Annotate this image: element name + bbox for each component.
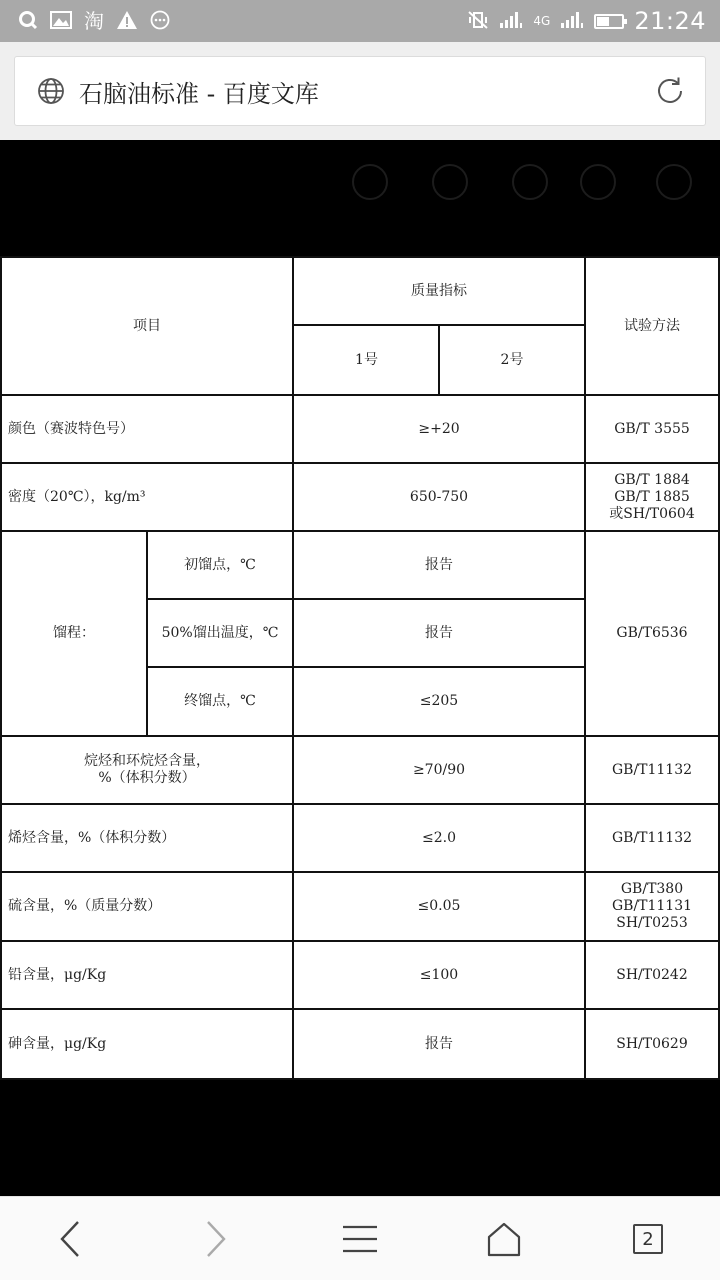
reload-icon[interactable] (653, 74, 687, 108)
back-button[interactable] (48, 1217, 92, 1261)
tab-count-icon: 2 (633, 1224, 663, 1254)
row-fbp-item: 终馏点，℃ (184, 693, 256, 709)
table-border (0, 530, 720, 532)
tabs-button[interactable] (626, 1217, 670, 1261)
table-border (584, 256, 586, 1080)
globe-icon (37, 77, 65, 105)
row-color-method: GB/T 3555 (614, 420, 690, 437)
row-50pct-item: 50%馏出温度，℃ (161, 624, 279, 641)
method-line: SH/T0253 (616, 914, 688, 931)
page-title: 石脑油标准 - 百度文库 (79, 79, 319, 108)
battery-icon (594, 14, 624, 29)
status-bar (0, 0, 720, 42)
table-border (0, 394, 720, 396)
item-line: 烷烃和环烷烃含量， (84, 753, 210, 769)
browser-nav-bar (0, 1196, 720, 1280)
signal-icon (499, 11, 523, 32)
method-line: GB/T380 (620, 880, 684, 897)
row-lead-method: SH/T0242 (616, 966, 688, 983)
home-icon (486, 1221, 522, 1257)
search-app-icon (18, 10, 38, 33)
row-density-method (586, 464, 718, 530)
header-action-icon[interactable] (656, 164, 692, 200)
header-action-icon[interactable] (432, 164, 468, 200)
warning-icon (116, 10, 138, 33)
method-line: GB/T11131 (611, 897, 693, 914)
header-grade-1: 1号 (355, 351, 378, 368)
table-border (146, 666, 586, 668)
table-border (0, 256, 720, 258)
table-border (146, 598, 586, 600)
table-border (0, 803, 720, 805)
row-ibp-value: 报告 (425, 556, 453, 573)
row-ibp-item: 初馏点，℃ (184, 556, 256, 573)
home-button[interactable] (482, 1217, 526, 1261)
table-border (0, 735, 720, 737)
status-icons-right (467, 7, 706, 35)
row-density-item: 密度（20℃），kg/m³ (8, 488, 146, 505)
row-color-item: 颜色（赛波特色号） (8, 420, 134, 437)
document-overlay (0, 1080, 720, 1196)
header-method: 试验方法 (624, 317, 680, 334)
row-olefins-item: 烯烃含量，%（体积分数） (8, 829, 176, 846)
row-density-value: 650-750 (409, 488, 469, 505)
row-distillation-method: GB/T6536 (616, 625, 688, 641)
method-line: GB/T 1885 (614, 488, 690, 505)
row-olefins-method: GB/T11132 (611, 829, 693, 846)
row-alkanes-value: ≥70/90 (412, 761, 466, 778)
header-item: 项目 (133, 317, 161, 334)
menu-icon (342, 1224, 378, 1254)
row-sulfur-item: 硫含量，%（质量分数） (8, 897, 162, 914)
table-border (438, 324, 440, 396)
chevron-right-icon (204, 1220, 228, 1258)
row-sulfur-method (586, 873, 718, 939)
method-line: 或SH/T0604 (609, 505, 695, 522)
method-line: GB/T 1884 (614, 471, 690, 488)
row-arsenic-value: 报告 (425, 1035, 453, 1052)
table-border (0, 462, 720, 464)
status-icons-left (18, 10, 170, 33)
address-bar[interactable] (14, 56, 706, 126)
forward-button[interactable] (194, 1217, 238, 1261)
browser-toolbar (0, 42, 720, 140)
item-line: %（体积分数） (98, 770, 196, 786)
header-grade-2: 2号 (500, 351, 524, 368)
table-border (0, 1008, 720, 1010)
menu-button[interactable] (338, 1217, 382, 1261)
chevron-left-icon (58, 1220, 82, 1258)
header-quality-index: 质量指标 (411, 283, 467, 299)
row-fbp-value: ≤205 (419, 693, 459, 709)
table-border (0, 940, 720, 942)
row-lead-value: ≤100 (419, 966, 459, 983)
row-olefins-value: ≤2.0 (422, 829, 456, 846)
header-action-icon[interactable] (352, 164, 388, 200)
row-arsenic-method: SH/T0629 (616, 1035, 688, 1052)
row-lead-item: 铅含量，μg/Kg (8, 966, 107, 983)
header-action-icon[interactable] (580, 164, 616, 200)
gallery-icon (50, 11, 72, 32)
site-header (0, 140, 720, 256)
spec-table (0, 256, 720, 1080)
network-type-label: 4G (533, 14, 551, 28)
vibrate-off-icon (467, 10, 489, 33)
clock: 21:24 (634, 7, 706, 35)
row-arsenic-item: 砷含量，μg/Kg (8, 1035, 107, 1052)
row-sulfur-value: ≤0.05 (417, 897, 461, 914)
table-border (292, 256, 294, 1080)
more-icon (150, 10, 170, 33)
row-alkanes-method: GB/T11132 (611, 761, 693, 778)
table-border (0, 871, 720, 873)
taobao-icon: 淘 (84, 9, 104, 33)
table-border (0, 256, 2, 1080)
header-action-icon[interactable] (512, 164, 548, 200)
signal-4g-icon (560, 11, 584, 32)
row-50pct-value: 报告 (425, 624, 453, 641)
row-distillation-label: 馏程： (53, 625, 95, 641)
table-border (146, 530, 148, 737)
row-alkanes-item (2, 737, 292, 803)
row-color-value: ≥+20 (418, 420, 460, 437)
